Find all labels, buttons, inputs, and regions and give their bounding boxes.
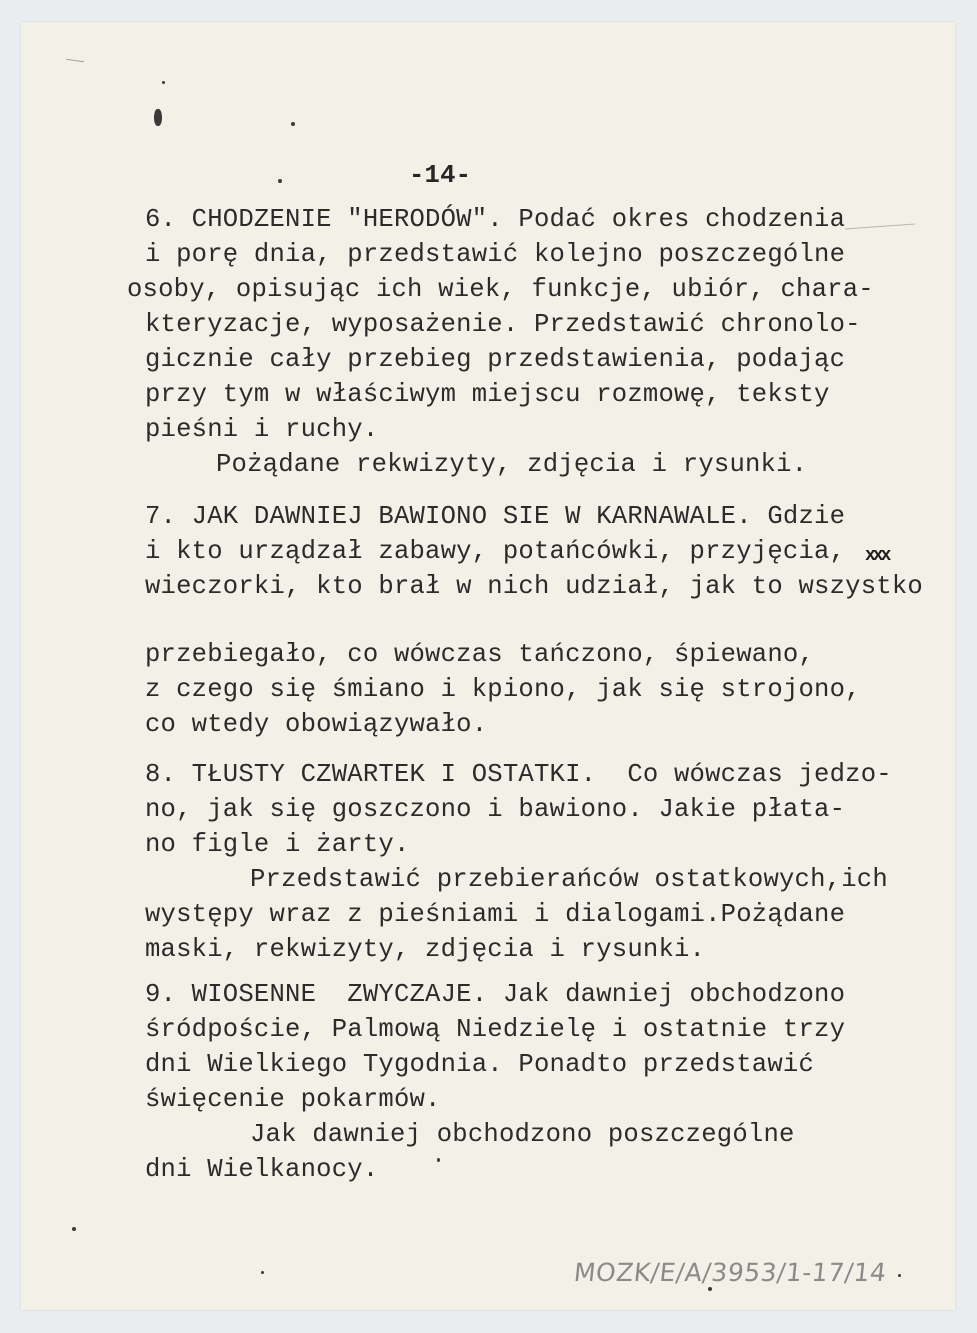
section-9-line-1: 9. WIOSENNE ZWYCZAJE. Jak dawniej obchodzono: [145, 980, 846, 1009]
section-9-line-6: dni Wielkanocy.: [145, 1155, 379, 1184]
section-7-line-6: co wtedy obowiązywało.: [145, 710, 488, 739]
section-6-line-2: i porę dnia, przedstawić kolejno poszczególne: [145, 240, 846, 269]
section-6-line-1: 6. CHODZENIE "HERODÓW". Podać okres chodzenia: [145, 205, 846, 234]
section-8-line-1: 8. TŁUSTY CZWARTEK I OSTATKI. Co wówczas jedzo-: [145, 760, 892, 789]
ink-dot: [437, 1158, 440, 1162]
section-8-line-3: no figle i żarty.: [145, 830, 410, 859]
ink-blot: [154, 109, 162, 126]
section-6-line-6: przy tym w właściwym miejscu rozmowę, teksty: [145, 380, 830, 409]
section-6-line-4: kteryzacje, wyposażenie. Przedstawić chronolo-: [145, 310, 861, 339]
section-9-line-2: śródpoście, Palmową Niedzielę i ostatnie trzy: [145, 1015, 846, 1044]
section-7-line-5: z czego się śmiano i kpiono, jak się strojono,: [145, 675, 861, 704]
section-6-line-5: gicznie cały przebieg przedstawienia, podając: [145, 345, 846, 374]
page-number: -14-: [409, 161, 472, 190]
section-9-line-3: dni Wielkiego Tygodnia. Ponadto przedstawić: [145, 1050, 815, 1079]
ink-dot: [708, 1287, 712, 1291]
section-7-line-3: wieczorki, kto brał w nich udział, jak to wszystko: [145, 572, 923, 601]
ink-dot: [291, 122, 295, 126]
section-8-line-2: no, jak się goszczono i bawiono. Jakie płata-: [145, 795, 846, 824]
ink-dot: [162, 81, 165, 84]
section-8-line-5: występy wraz z pieśniami i dialogami.Pożądane: [145, 900, 846, 929]
archive-signature: MOZK/E/A/3953/1-17/14: [572, 1258, 888, 1287]
ink-dot: [898, 1274, 901, 1277]
section-6-line-8: Pożądane rekwizyty, zdjęcia i rysunki.: [216, 450, 808, 479]
ink-dot: [261, 1271, 264, 1274]
struck-out-text: xxx: [865, 546, 889, 566]
section-9-line-5: Jak dawniej obchodzono poszczególne: [250, 1120, 795, 1149]
section-6-line-7: pieśni i ruchy.: [145, 415, 379, 444]
section-8-line-4: Przedstawić przebierańców ostatkowych,ich: [250, 865, 888, 894]
section-7-line-2: i kto urządzał zabawy, potańcówki, przyjęcia,: [145, 537, 846, 566]
ink-dot: [278, 179, 282, 183]
section-8-line-6: maski, rekwizyty, zdjęcia i rysunki.: [145, 935, 706, 964]
section-9-line-4: święcenie pokarmów.: [145, 1085, 441, 1114]
section-7-line-4: przebiegało, co wówczas tańczono, śpiewano,: [145, 640, 815, 669]
section-7-line-1: 7. JAK DAWNIEJ BAWIONO SIE W KARNAWALE. Gdzie: [145, 502, 846, 531]
ink-dot: [72, 1227, 76, 1231]
section-6-line-3: osoby, opisując ich wiek, funkcje, ubiór, chara-: [127, 275, 874, 304]
